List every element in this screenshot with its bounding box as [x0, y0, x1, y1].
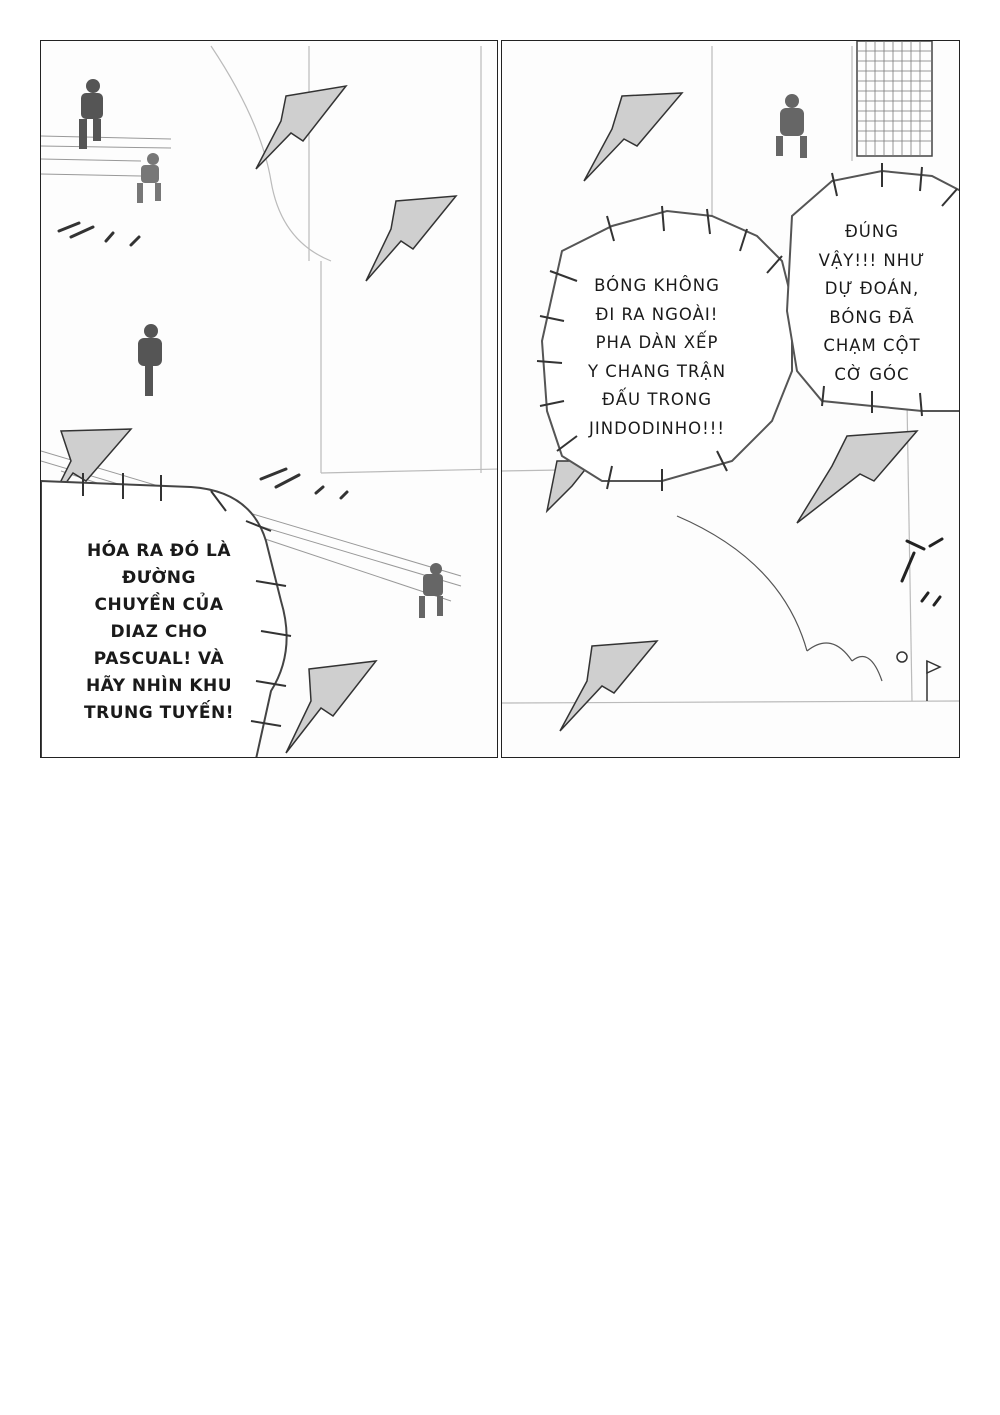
manga-panel-left	[40, 40, 498, 758]
sfx-scribble-icon	[902, 539, 942, 605]
corner-flag-icon	[927, 661, 940, 701]
goal-net-icon	[857, 41, 932, 156]
player-figure-icon	[419, 563, 443, 618]
pitch-lines	[211, 46, 498, 473]
ball-trajectory	[677, 516, 882, 681]
manga-panel-right	[501, 40, 960, 758]
dialogue-right-main: BÓNG KHÔNG ĐI RA NGOÀI! PHA DÀN XẾP Y CHANG TRẬN ĐẤU TRONG JINDODINHO!!!	[587, 276, 727, 438]
dialogue-left: HÓA RA ĐÓ LÀ ĐƯỜNG CHUYỀN CỦA DIAZ CHO PASCUAL! VÀ HÃY NHÌN KHU TRUNG TUYẾN!	[84, 541, 234, 723]
ball-icon	[897, 652, 907, 662]
player-figure-icon	[79, 79, 103, 149]
dialogue-right-side: ĐÚNG VẬY!!! NHƯ DỰ ĐOÁN, BÓNG ĐÃ CHẠM CỘT CỜ GÓC	[818, 222, 926, 384]
player-figure-icon	[138, 324, 162, 396]
player-figure-icon	[776, 94, 807, 158]
